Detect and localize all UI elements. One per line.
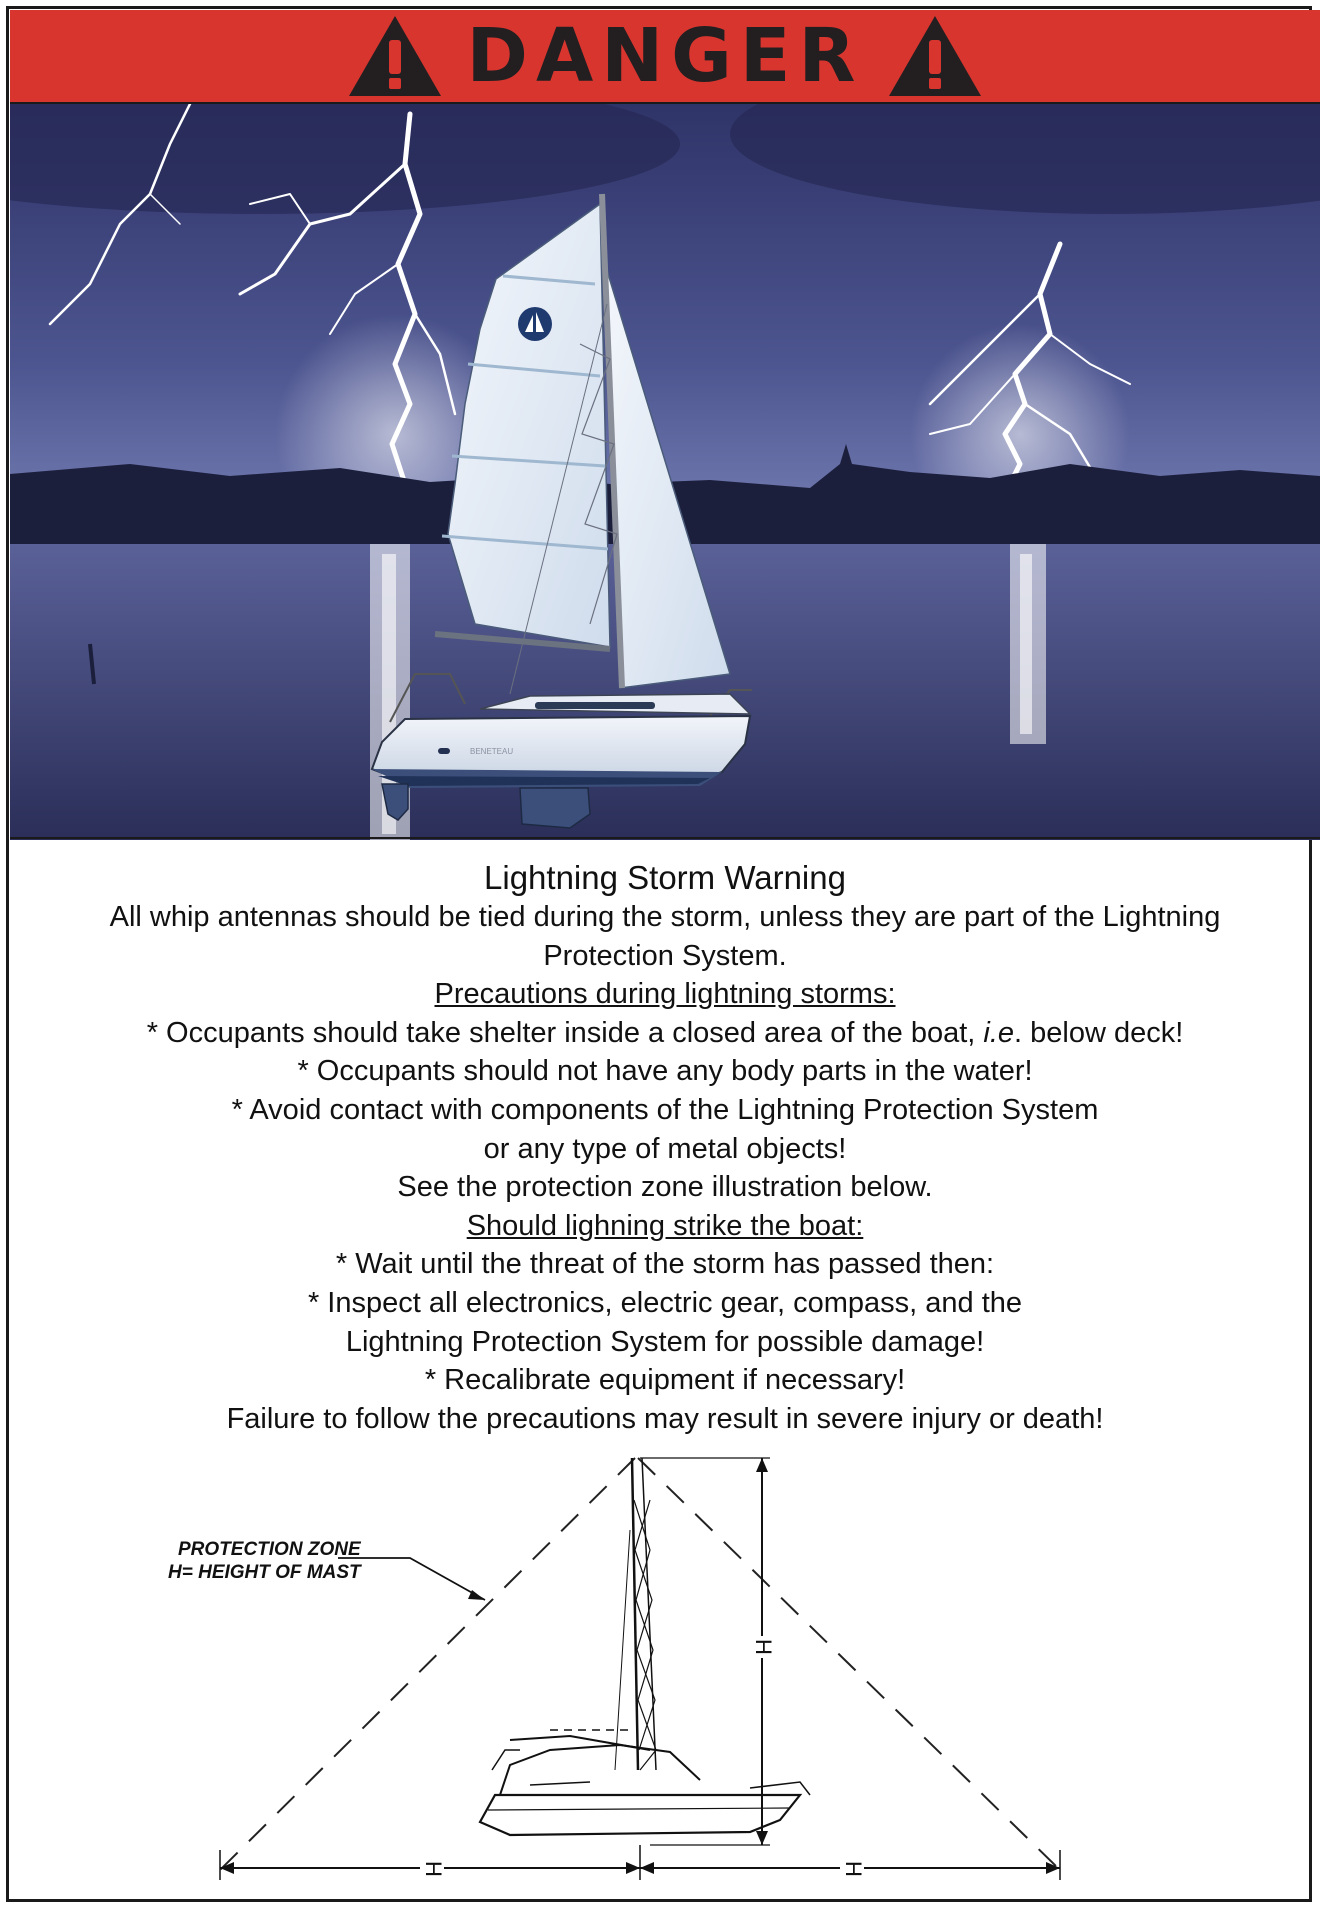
dim-label-vertical: H	[751, 1639, 777, 1655]
dim-label-left: H	[421, 1861, 447, 1877]
strike-item: * Inspect all electronics, electric gear, compass, and the	[307, 1286, 1023, 1319]
warning-triangle-icon	[887, 14, 983, 98]
danger-title: DANGER	[466, 13, 864, 99]
precaution-item: * Avoid contact with components of the Lightning Protection System	[231, 1093, 1099, 1126]
see-zone-line: See the protection zone illustration below.	[397, 1171, 933, 1204]
protection-zone-diagram	[10, 1450, 1320, 1890]
precaution-item: * Occupants should not have any body parts in the water!	[297, 1055, 1033, 1088]
sailboat-logo-icon	[518, 307, 552, 341]
storm-sailboat-illustration	[10, 104, 1320, 840]
failure-warning: Failure to follow the precautions may result in severe injury or death!	[226, 1402, 1104, 1435]
danger-header	[10, 10, 1320, 105]
protection-zone-line	[220, 1458, 635, 1870]
zone-label: PROTECTION ZONE	[178, 1539, 361, 1560]
precaution-item: * Occupants should take shelter inside a closed area of the boat, i.e. below deck!	[146, 1016, 1184, 1049]
warning-text	[10, 858, 1320, 1438]
precaution-item: or any type of metal objects!	[483, 1132, 847, 1165]
strike-item: * Wait until the threat of the storm has passed then:	[335, 1248, 995, 1281]
intro-line: Protection System.	[543, 939, 787, 972]
dim-label-right: H	[841, 1861, 867, 1877]
precautions-heading: Precautions during lightning storms:	[434, 978, 896, 1011]
strike-item: * Recalibrate equipment if necessary!	[424, 1364, 906, 1397]
hull-lettering: BENETEAU	[470, 747, 514, 756]
strike-item: Lightning Protection System for possible damage!	[345, 1325, 985, 1358]
zone-label: H= HEIGHT OF MAST	[168, 1562, 361, 1583]
strike-heading: Should lighning strike the boat:	[466, 1209, 864, 1242]
danger-title-row	[10, 10, 1320, 102]
warning-triangle-icon	[347, 14, 443, 98]
notice-heading: Lightning Storm Warning	[484, 859, 846, 896]
keel	[520, 788, 590, 828]
intro-line: All whip antennas should be tied during the storm, unless they are part of the Lightning	[109, 901, 1221, 933]
